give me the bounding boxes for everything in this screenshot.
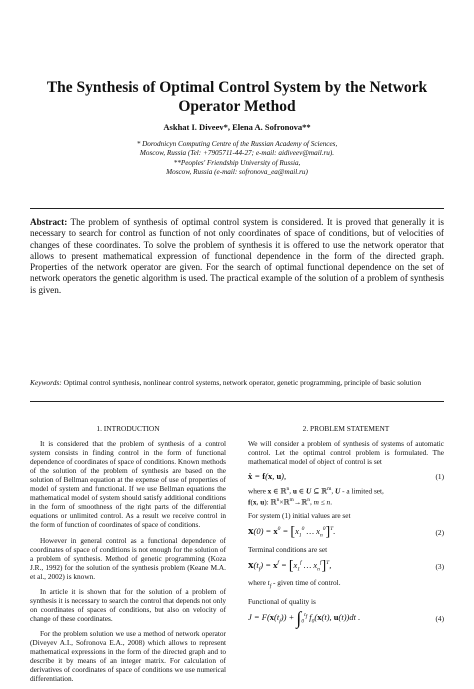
affiliation-line: Moscow, Russia (e-mail: sofronova_ea@mail.ru) [166,168,308,177]
where-clause: where x ∈ ℝ$^n$, u ∈ U ⊆ ℝ$^m$, U - a limited set, f(x, u): ℝ$^n$×ℝ$^m$→ℝ$^n$, m ≤ n. [248,486,384,507]
terminal-text: Terminal conditions are set [248,544,328,554]
where-clause-2: where $t_f$ - given time of control. [248,578,341,590]
abstract [30,217,444,296]
affiliation-line: **Peoples' Friendship University of Russia, [173,158,301,167]
keywords-label: Keywords: [30,378,62,387]
affiliations [60,140,414,178]
equation-number: (3) [435,562,444,572]
paragraph: For the problem solution we use a method of network operator (Diveyev A.I., Sofronova E.A., 2008) which allows to represent mathematical expressions in the form of the directed graph and to describe it by means of an integer matrix. For calculation of derivatives of coordinates of space of conditions we use numerical differentiation. [30,628,226,684]
bottom-divider [30,401,444,402]
abstract-label: Abstract: [30,217,68,227]
paper-title: The Synthesis of Optimal Control System by the Network Operator Method [46,79,428,115]
functional-text: Functional of quality is [248,596,316,606]
equation-number: (4) [435,614,444,624]
top-divider [30,208,444,209]
keywords [30,378,444,387]
equation-body: ẋ = f(x, u), [248,471,287,482]
section-heading: 1. INTRODUCTION [96,424,160,433]
equation-1 [248,472,444,481]
where-text: - given time of control. [273,578,341,588]
paragraph: We will consider a problem of synthesis of systems of automatic control. Let the optimal control problem is formulated. The mathematical model of object of control is set [248,439,444,467]
affiliation-line: Moscow, Russia (Tel: +7905711-44-27; e-mail: aidiveev@mail.ru). [139,149,335,158]
left-column [30,424,226,689]
abstract-text: The problem of synthesis of optimal control system is considered. It is proved that generally it is necessary to search for control as function of not only coordinates of space of conditions, but of velocities of changes of these coordinates. To solve the problem of synthesis it is offered to use the network operator that allows to present mathematical expression of functional dependence in the form of the directed graph. Properties of the network operator are given. For the search of optimal functional dependence on the set of network operators the genetic algorithm is used. The practical example of the solution of a problem of synthesis is given. [30,217,444,295]
right-column [248,424,444,631]
equation-body: $x(t_f) = x^f = [x_1^f$ … $x_n^f]^T$, [248,558,332,574]
equation-body: $x(0) = x^0 = [x_1^0$ … $x_n^0]^T$. [248,524,336,540]
equation-3 [248,559,444,575]
initial-values-text: For system (1) initial values are set [248,511,351,521]
affiliation-line: * Dorodnicyn Computing Centre of the Russian Academy of Sciences, [136,140,338,148]
equation-number: (1) [435,472,444,482]
equation-body: $J = F(x(t_f)) + \int_0^{t_f}$ $f_0(x(t)$, u(t))dt . [248,607,361,628]
paragraph: It is considered that the problem of synthesis of a control system consists in finding control in the form of functional dependence of coordinates of space of conditions. Known methods of the solution of the problem of synthesis are based on the solution of Bellman equation at the expense of use of properties of model of system and functional. If we use Bellman equations the mathematical model of system should satisfy additional conditions in the form of smoothness of the right parts of the differential equations or unlimited control. As a result we receive control in the form of function of coordinates of space of conditions. [30,439,226,530]
section-heading: 2. PROBLEM STATEMENT [302,424,390,433]
equation-4 [248,607,444,628]
equation-2 [248,525,444,541]
paragraph: In article it is shown that for the solution of a problem of synthesis it is necessary to search the control that depends not only on coordinates of spaces of conditions, but also on velocity of change of these coordinates. [30,586,226,623]
paragraph: However in general control as a functional dependence of coordinates of space of conditions is not enough for the solution of a problem of synthesis. Method of genetic programming (Koza J.R., 1992) for the solution of the synthesis problem (Keane M.A. et al., 2002) is known. [30,535,226,581]
keywords-text: Optimal control synthesis, nonlinear control systems, network operator, genetic programming, principle of basic solution [63,378,422,387]
equation-number: (2) [435,528,444,538]
where-text: - a limited set, [342,486,384,496]
author-list: Askhat I. Diveev*, Elena A. Sofronova** [163,122,311,132]
